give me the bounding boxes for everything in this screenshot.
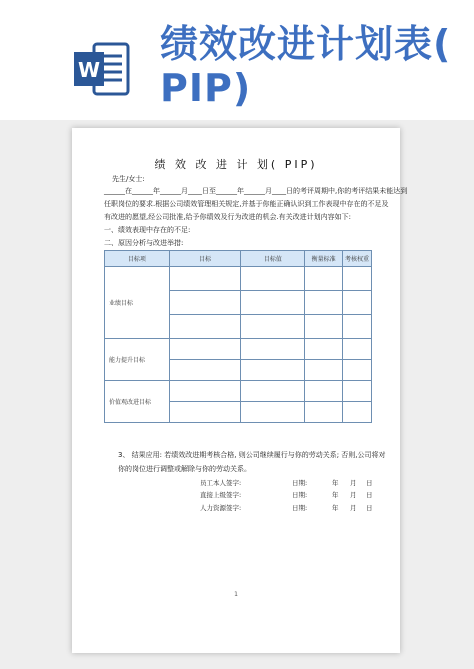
banner-title: 绩效改进计划表( PIP) [160, 22, 452, 110]
day-label: 日 [366, 504, 373, 512]
table-cell[interactable] [169, 360, 241, 381]
signature-date-label: 日期: [292, 491, 308, 499]
banner [0, 0, 474, 120]
table-cell[interactable] [343, 315, 372, 339]
section-2-heading: 二、原因分析与改进举措: [104, 239, 184, 247]
section-1-heading: 一、绩效表现中存在的不足: [104, 226, 191, 234]
signature-employee-label: 员工本人签字: [200, 479, 242, 487]
table-cell[interactable] [241, 267, 305, 291]
table-cell[interactable] [343, 339, 372, 360]
table-cell[interactable] [241, 291, 305, 315]
paragraph-line-3: 有改进的愿望,经公司批准,给予你绩效及行为改进的机会.有关改进计划内容如下: [104, 213, 352, 221]
signature-date-label: 日期: [292, 479, 308, 487]
table-cell[interactable] [343, 291, 372, 315]
word-document-icon [72, 40, 132, 98]
month-label: 月 [350, 504, 357, 512]
table-cell[interactable] [169, 402, 241, 423]
table-cell[interactable] [305, 381, 343, 402]
svg-text:W: W [77, 58, 101, 82]
table-header-row [105, 251, 372, 267]
table-header-cell: 目标值 [241, 251, 305, 267]
month-label: 月 [350, 479, 357, 487]
table-cell[interactable] [241, 360, 305, 381]
table-cell[interactable] [241, 402, 305, 423]
table-row [105, 267, 372, 291]
table-cell[interactable] [305, 339, 343, 360]
table-header-cell: 考核权重 [343, 251, 372, 267]
table-header-cell: 衡量标准 [305, 251, 343, 267]
table-header-cell: 目标项 [105, 251, 170, 267]
signature-supervisor-label: 直接上级签字: [200, 491, 242, 499]
section-3-line-2: 你的岗位进行调整或解除与你的劳动关系。 [118, 465, 251, 473]
document-page [72, 128, 408, 653]
paragraph-line-1: ______在______年______月____日至______年______月____日的考评周期中,你的考评结果未能达到 [104, 187, 408, 195]
table-cell[interactable] [169, 381, 241, 402]
table-cell[interactable] [343, 360, 372, 381]
table-row [105, 381, 372, 402]
table-cell[interactable] [305, 402, 343, 423]
year-label: 年 [332, 504, 339, 512]
table-cell[interactable] [241, 315, 305, 339]
table-cell[interactable] [343, 267, 372, 291]
day-label: 日 [366, 479, 373, 487]
table-cell[interactable] [169, 315, 241, 339]
table-cell[interactable] [305, 291, 343, 315]
category-capability: 能力提升目标 [105, 339, 170, 381]
table-cell[interactable] [343, 402, 372, 423]
year-label: 年 [332, 479, 339, 487]
table-cell[interactable] [305, 267, 343, 291]
signature-hr-label: 人力资源签字: [200, 504, 242, 512]
table-header-cell: 目标 [169, 251, 241, 267]
table-row [105, 339, 372, 360]
category-performance: 业绩目标 [105, 267, 170, 339]
day-label: 日 [366, 491, 373, 499]
table-cell[interactable] [169, 339, 241, 360]
paragraph-line-2: 任职岗位的要求.根据公司绩效管理相关规定,并基于你能正确认识到工作表现中存在的不足及 [104, 200, 389, 208]
document-title: 绩 效 改 进 计 划( PIP) [154, 158, 318, 171]
salutation: 先生/女士: [112, 175, 145, 183]
signature-date-label: 日期: [292, 504, 308, 512]
table-cell[interactable] [305, 360, 343, 381]
improvement-plan-table [104, 250, 372, 423]
section-3-line-1: 3、 结果应用: 若绩效改进期考核合格, 则公司继续履行与你的劳动关系; 否则,公司将对 [118, 451, 386, 459]
category-values: 价值观改进目标 [105, 381, 170, 423]
table-cell[interactable] [169, 267, 241, 291]
table-cell[interactable] [241, 339, 305, 360]
table-cell[interactable] [241, 381, 305, 402]
table-cell[interactable] [305, 315, 343, 339]
page-number: 1 [234, 591, 238, 598]
table-cell[interactable] [343, 381, 372, 402]
year-label: 年 [332, 491, 339, 499]
month-label: 月 [350, 491, 357, 499]
table-cell[interactable] [169, 291, 241, 315]
